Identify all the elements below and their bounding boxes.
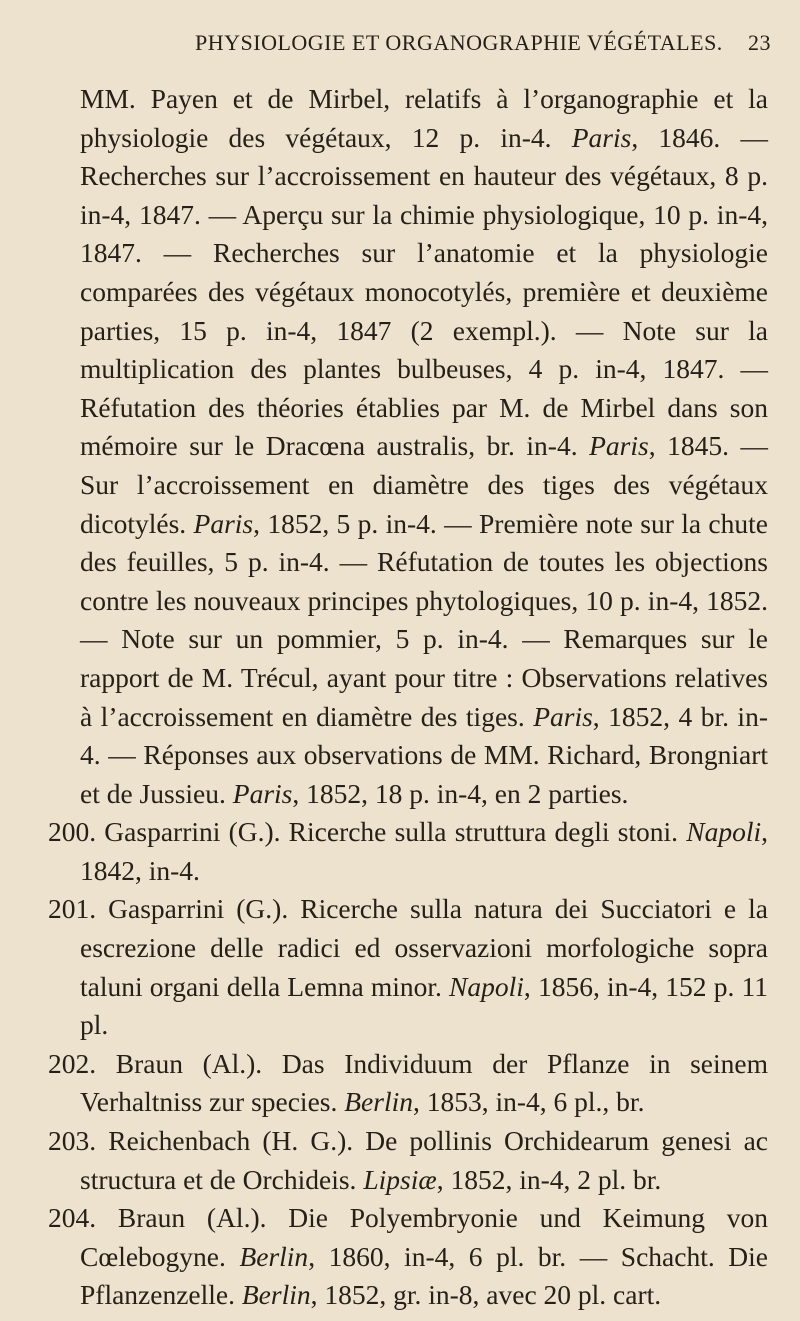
entry-text: , 1845. — Sur l’accroissement en diamètre des tiges des végétaux dicotylés. — [80, 430, 768, 539]
place-name: Paris — [193, 507, 254, 539]
place-name: Napoli — [686, 816, 762, 848]
entry-number: 204. — [48, 1202, 97, 1234]
running-header — [0, 30, 800, 56]
entry-number: 202. — [48, 1047, 97, 1079]
catalog-entry-204 — [48, 1199, 768, 1315]
place-name: Paris — [589, 430, 649, 462]
entry-text: Braun (Al.). Das Individuum der Pflanze in seinem Verhaltniss zur species. — [80, 1047, 768, 1118]
continued-entry — [48, 80, 768, 813]
place-name: Berlin — [344, 1086, 413, 1118]
page-body — [48, 80, 768, 1315]
page-number: 23 — [748, 30, 771, 55]
entry-text: , 1852, gr. in-8, avec 20 pl. cart. — [310, 1279, 662, 1311]
place-name: Berlin — [239, 1240, 309, 1272]
entry-text: , 1842, in-4. — [80, 816, 768, 886]
place-name: Paris — [232, 777, 293, 809]
entry-text: , 1846. — Recherches sur l’accroissement en hauteur des végétaux, 8 p. in-4, 1847. — Aperçu sur la chimie physiologique, 10 p. in-4, 1847. — Recherches sur l’anatomie et la physiologie comparées des végétaux monocotylés, première et deuxième parties, 15 p. in-4, 1847 (2 exempl.). — Note sur la multiplication des plantes bulbeuses, 4 p. in-4, 1847. — Réfutation des théories établies par M. de Mirbel dans son mémoire sur le Dracœna australis, br. in-4. — [80, 121, 768, 462]
place-name: Berlin — [241, 1279, 311, 1311]
catalog-entry-201 — [48, 890, 768, 1044]
entry-text: , 1856, in-4, 152 p. 11 pl. — [80, 970, 768, 1041]
catalog-entry-202 — [48, 1045, 768, 1122]
entry-text: Gasparrini (G.). Ricerche sulla natura dei Succiatori e la escrezione delle radici ed osservazioni morfologiche sopra taluni organi della Lemna minor. — [80, 893, 768, 1002]
entry-text: , 1852, in-4, 2 pl. br. — [436, 1163, 662, 1195]
place-name: Paris — [571, 121, 632, 153]
catalog-entry-203 — [48, 1122, 768, 1199]
entry-text: , 1860, in-4, 6 pl. br. — Schacht. Die Pflanzenzelle. — [80, 1240, 768, 1311]
entry-text: Reichenbach (H. G.). De pollinis Orchidearum genesi ac structura et de Orchideis. — [80, 1125, 768, 1195]
entry-text: , 1852, 18 p. in-4, en 2 parties. — [292, 777, 629, 809]
place-name: Napoli — [449, 970, 524, 1002]
entry-number: 200. — [48, 816, 97, 848]
catalog-entry-200 — [48, 813, 768, 890]
entry-text: MM. Payen et de Mirbel, relatifs à l’organographie et la physiologie des végétaux, 12 p. in-4. — [80, 83, 768, 153]
entry-text: Gasparrini (G.). Ricerche sulla struttura degli stoni. — [96, 816, 687, 848]
entry-text: , 1852, 4 br. in-4. — Réponses aux observations de MM. Richard, Brongniart et de Jussieu. — [80, 700, 768, 809]
entry-number: 201. — [48, 893, 97, 925]
entry-number: 203. — [48, 1125, 97, 1157]
running-title: PHYSIOLOGIE ET ORGANOGRAPHIE VÉGÉTALES. — [195, 30, 723, 55]
entry-text: , 1852, 5 p. in-4. — Première note sur la chute des feuilles, 5 p. in-4. — Réfutation de toutes les objections contre les nouveaux principes phytologiques, 10 p. in-4, 1852. — Note sur un pommier, 5 p. in-4. — Remarques sur le rapport de M. Trécul, ayant pour titre : Observations relatives à l’accroissement en diamètre des tiges. — [80, 507, 768, 732]
place-name: Lipsiæ — [363, 1163, 437, 1195]
entry-text: , 1853, in-4, 6 pl., br. — [412, 1086, 645, 1118]
place-name: Paris — [533, 700, 593, 732]
entry-text: Braun (Al.). Die Polyembryonie und Keimung von Cœlebogyne. — [80, 1202, 768, 1272]
